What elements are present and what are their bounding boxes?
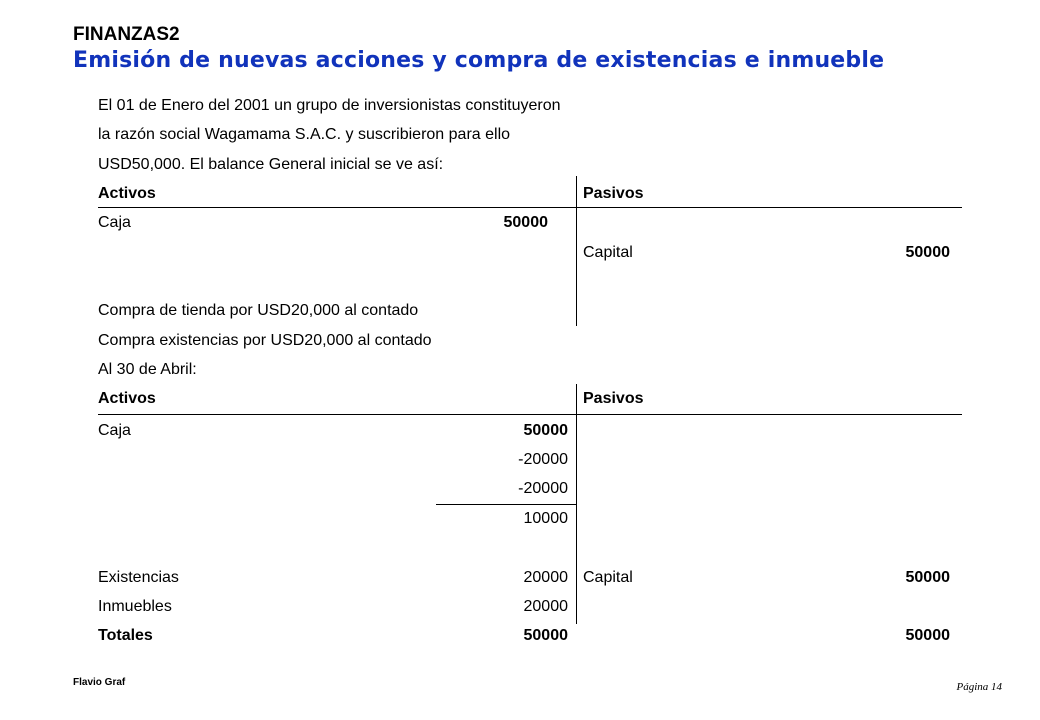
capital-label: Capital (583, 569, 633, 586)
cash-label: Caja (98, 422, 131, 439)
t-account-top-line (98, 207, 962, 208)
assets-header: Activos (98, 390, 156, 407)
cash-value: 50000 (503, 214, 548, 231)
property-value: 20000 (523, 598, 568, 615)
note-date: Al 30 de Abril: (98, 361, 197, 378)
capital-label: Capital (583, 244, 633, 261)
t-account-divider (576, 176, 577, 326)
cash-inventory-outflow: -20000 (518, 480, 568, 497)
totals-liabilities-value: 50000 (905, 627, 950, 644)
cash-store-outflow: -20000 (518, 451, 568, 468)
intro-line-2: la razón social Wagamama S.A.C. y suscribieron para ello (98, 126, 511, 143)
totals-label: Totales (98, 627, 153, 644)
cash-balance-value: 10000 (523, 510, 568, 527)
note-store-purchase: Compra de tienda por USD20,000 al contado (98, 302, 419, 319)
capital-value: 50000 (905, 244, 950, 261)
course-name: FINANZAS2 (73, 24, 180, 45)
note-inventory-purchase: Compra existencias por USD20,000 al contado (98, 332, 432, 349)
inventory-value: 20000 (523, 569, 568, 586)
liabilities-header: Pasivos (583, 185, 644, 202)
intro-line-3: USD50,000. El balance General inicial se ve así: (98, 156, 444, 173)
cash-opening-value: 50000 (523, 422, 568, 439)
property-label: Inmuebles (98, 598, 172, 615)
capital-value: 50000 (905, 569, 950, 586)
page-number: Página 14 (956, 681, 1002, 693)
cash-label: Caja (98, 214, 131, 231)
subtotal-line (436, 504, 576, 505)
slide-title: Emisión de nuevas acciones y compra de existencias e inmueble (73, 48, 885, 73)
intro-line-1: El 01 de Enero del 2001 un grupo de inversionistas constituyeron (98, 97, 561, 114)
totals-assets-value: 50000 (523, 627, 568, 644)
t-account-top-line (98, 414, 962, 415)
liabilities-header: Pasivos (583, 390, 644, 407)
author-name: Flavio Graf (73, 677, 126, 688)
assets-header: Activos (98, 185, 156, 202)
t-account-divider (576, 384, 577, 624)
inventory-label: Existencias (98, 569, 179, 586)
